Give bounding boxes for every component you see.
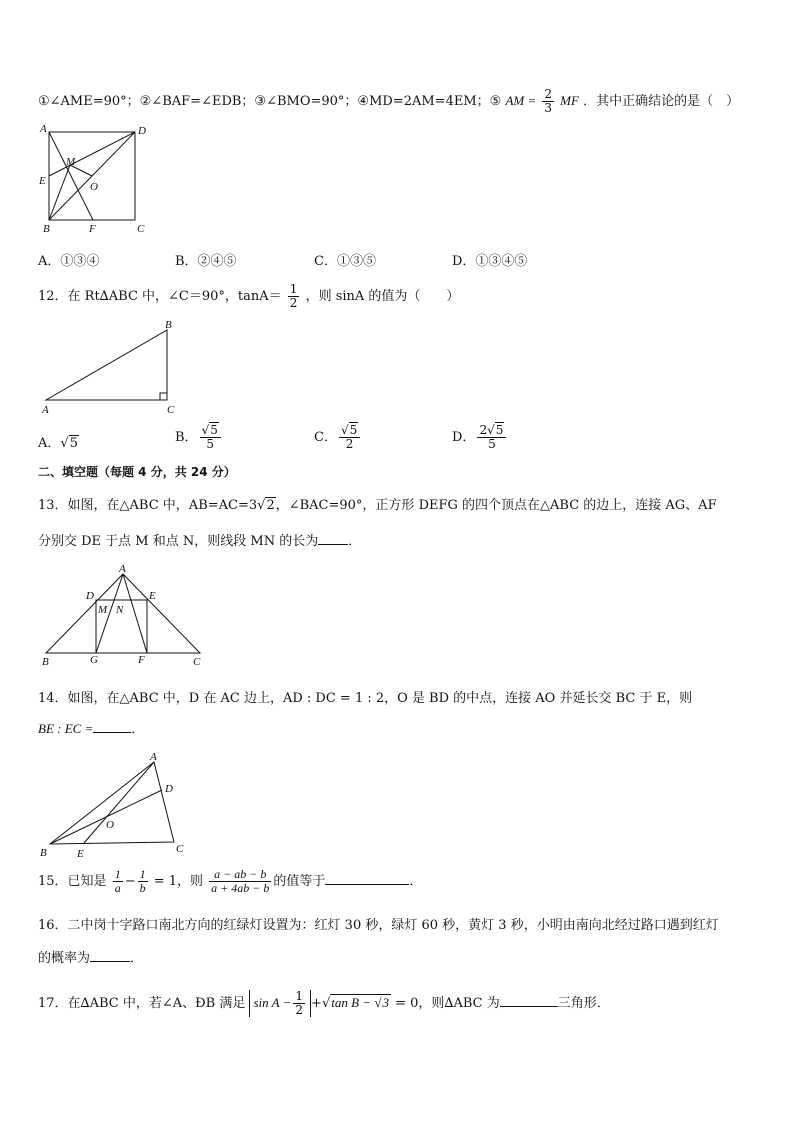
label-E: E	[149, 590, 156, 602]
q15: 15．已知是 $\frac{1}{a}$ − $\frac{1}{b}$ = 1，则 $\frac{a - ab - b}{a + 4ab - b}$ 的值等于 ．	[38, 867, 423, 895]
label-C: C	[137, 223, 145, 235]
q12-option-d: D． $\frac{2√5}{5}$	[452, 424, 508, 451]
q12-fraction: $\frac{1}{2}$	[289, 282, 298, 310]
label-B: B	[40, 847, 47, 859]
q12-option-a: A．√5	[38, 436, 78, 451]
q11-option-a: A．①③④	[38, 254, 100, 269]
q13-figure	[36, 560, 216, 668]
label-B: B	[42, 656, 49, 668]
q16-line1: 16．二中岗十字路口南北方向的红绿灯设置为：红灯 30 秒，绿灯 60 秒，黄灯 3 秒，小明由南向北经过路口遇到红灯	[38, 918, 719, 933]
q11-option-c: C．①③⑤	[314, 254, 376, 269]
label-G: G	[90, 654, 98, 666]
label-D: D	[138, 125, 146, 137]
q11-figure	[36, 122, 156, 238]
label-C: C	[193, 656, 201, 668]
q16-line2: 的概率为 ．	[38, 951, 144, 966]
label-B: B	[165, 319, 172, 331]
q11-statement: ①∠AME=90°；②∠BAF=∠EDB；③∠BMO=90°；④MD=2AM=4EM；⑤ AM = $\frac{2}{3}$ MF ．其中正确结论的是（ ）	[38, 87, 740, 115]
label-E: E	[77, 848, 84, 860]
q11-option-d: D．①③④⑤	[452, 254, 528, 269]
sqrt: √5	[60, 436, 78, 451]
q13-line2: 分别交 DE 于点 M 和点 N，则线段 MN 的长为 ．	[38, 534, 362, 549]
q12-stem: 12．在 Rt∆ABC 中，∠C＝90°，tanA＝ $\frac{1}{2}$ ，则 sinA 的值为（ ）	[38, 282, 460, 310]
label-M: M	[66, 156, 76, 168]
q12-option-c: C． $\frac{√5}{2}$	[314, 424, 362, 451]
answer-blank[interactable]	[325, 872, 409, 885]
q14-line1: 14．如图，在△ABC 中，D 在 AC 边上，AD : DC = 1 : 2，O 是 BD 的中点，连接 AO 并延长交 BC 于 E，则	[38, 691, 693, 706]
label-D: D	[86, 590, 94, 602]
label-F: F	[89, 223, 96, 235]
q17: 17．在∆ABC 中，若∠A、ÐB 满足 sin A − $\frac{1}{2}$ +√tan B − √3 = 0，则∆ABC 为 三角形．	[38, 989, 610, 1017]
absolute-value: sin A − $\frac{1}{2}$	[249, 990, 311, 1017]
section-heading: 二、填空题（每题 4 分，共 24 分）	[38, 465, 236, 479]
q11-fraction: $\frac{2}{3}$	[544, 87, 553, 115]
answer-blank[interactable]	[90, 949, 130, 962]
label-E: E	[39, 175, 46, 187]
sqrt: √tan B − √3	[321, 995, 389, 1011]
label-F: F	[138, 654, 145, 666]
label-C: C	[176, 843, 184, 855]
label-A: A	[42, 404, 49, 416]
label-A: A	[150, 751, 157, 763]
label-C: C	[167, 404, 175, 416]
label-A: A	[40, 123, 47, 135]
answer-blank[interactable]	[318, 532, 348, 545]
q13-line1: 13．如图，在△ABC 中，AB=AC=3√2，∠BAC=90°，正方形 DEFG 的四个顶点在△ABC 的边上，连接 AG、AF	[38, 498, 717, 513]
q11-option-b: B．②④⑤	[175, 254, 237, 269]
label-N: N	[116, 604, 124, 616]
answer-blank[interactable]	[500, 994, 558, 1007]
q12-figure	[36, 314, 186, 420]
label-O: O	[106, 819, 114, 831]
q14-line2: BE : EC = ．	[38, 721, 145, 737]
answer-blank[interactable]	[93, 720, 131, 733]
q14-figure	[36, 750, 196, 860]
label-B: B	[43, 223, 50, 235]
label-A: A	[119, 563, 126, 575]
label-M: M	[98, 604, 108, 616]
q12-option-b: B． $\frac{√5}{5}$	[175, 424, 223, 451]
label-D: D	[165, 783, 173, 795]
label-O: O	[90, 181, 98, 193]
